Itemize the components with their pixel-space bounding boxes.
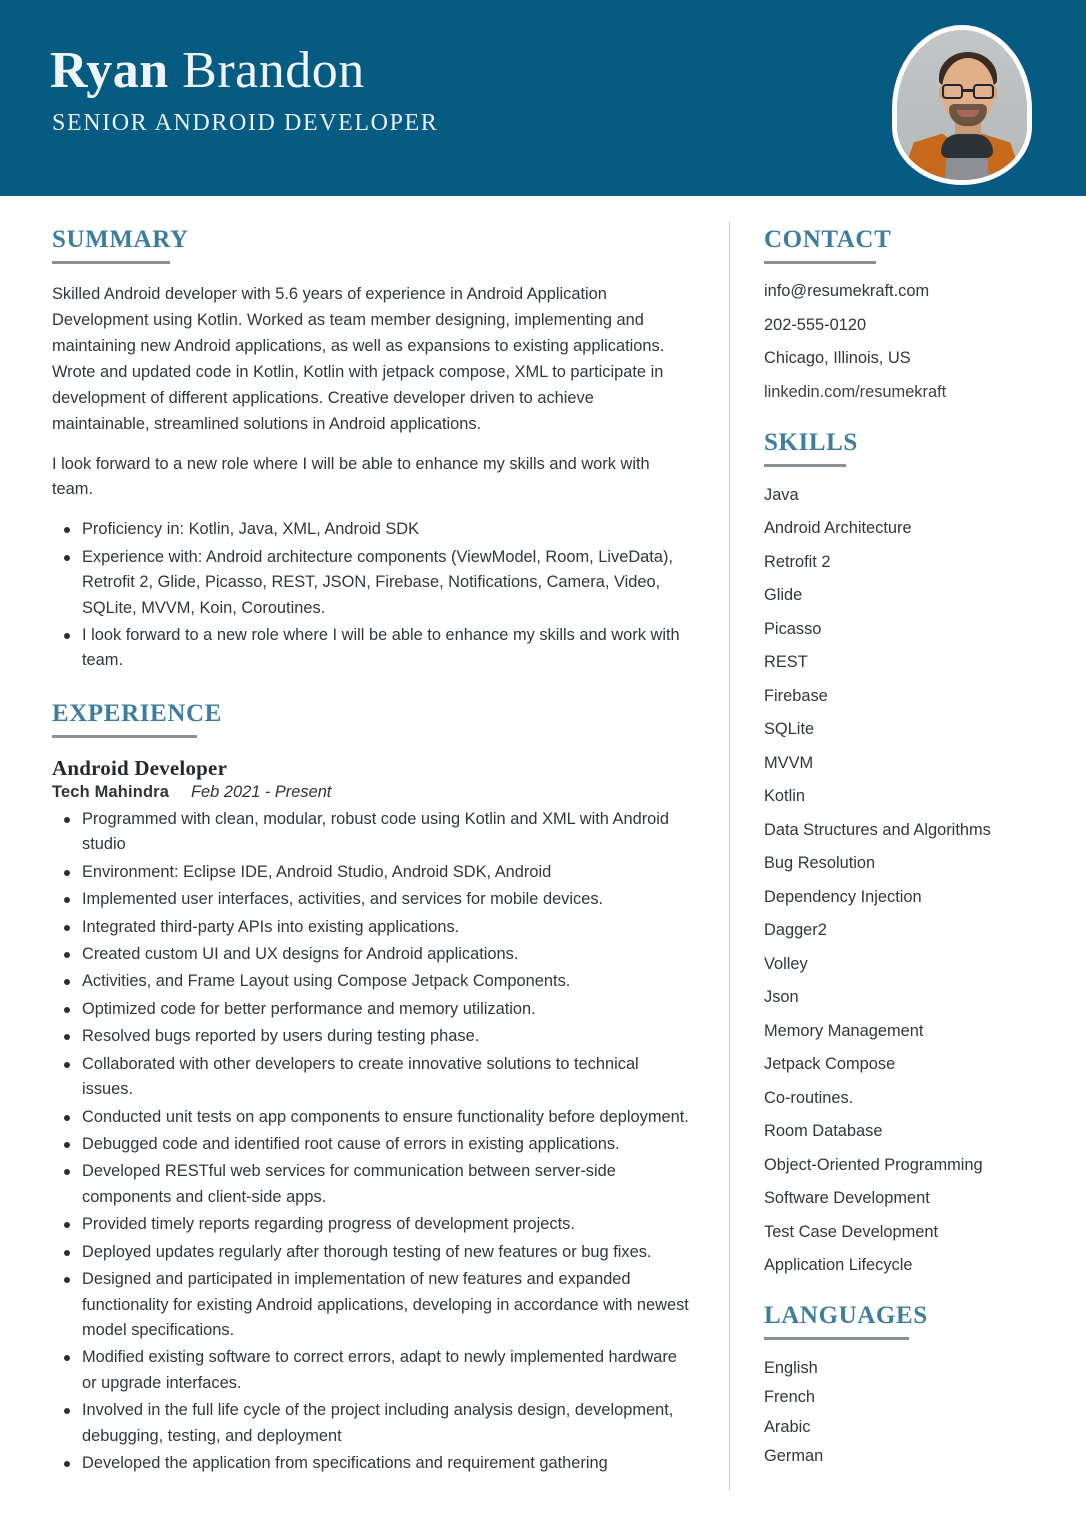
summary-heading: SUMMARY <box>52 226 189 253</box>
contact-phone[interactable]: 202-555-0120 <box>764 315 867 334</box>
list-item: Conducted unit tests on app components to ensure functionality before deployment. <box>52 1105 692 1130</box>
contact-location: Chicago, Illinois, US <box>764 349 911 368</box>
experience-bullet-list <box>52 807 692 1477</box>
contact-heading-rule <box>764 261 876 264</box>
list-item: Collaborated with other developers to create innovative solutions to technical issues. <box>52 1052 692 1103</box>
column-divider <box>729 222 730 1490</box>
profile-photo <box>892 25 1032 185</box>
candidate-name <box>50 44 365 98</box>
contact-linkedin-link[interactable]: linkedin.com/resumekraft <box>764 383 947 402</box>
languages-heading-rule <box>764 1337 909 1340</box>
section-summary <box>52 226 692 674</box>
first-name: Ryan <box>50 42 169 99</box>
list-item: Android Architecture <box>764 519 912 538</box>
list-item: Debugged code and identified root cause of errors in existing applications. <box>52 1132 692 1157</box>
photo-mouth-shape <box>957 110 979 117</box>
photo-lens-left-shape <box>942 84 963 99</box>
list-item: Data Structures and Algorithms <box>764 820 991 839</box>
summary-bullet-list <box>52 517 692 674</box>
list-item: Object-Oriented Programming <box>764 1155 983 1174</box>
skills-heading: SKILLS <box>764 428 858 456</box>
photo-collar-shape <box>941 134 993 158</box>
summary-heading-rule <box>52 261 170 264</box>
list-item: Activities, and Frame Layout using Compose Jetpack Components. <box>52 969 692 994</box>
profile-photo-image <box>897 30 1027 180</box>
list-item: French <box>764 1388 816 1407</box>
list-item: Kotlin <box>764 787 806 806</box>
list-item: Bug Resolution <box>764 854 876 873</box>
list-item: Resolved bugs reported by users during testing phase. <box>52 1024 692 1049</box>
list-item: Jetpack Compose <box>764 1055 896 1074</box>
list-item: English <box>764 1358 818 1377</box>
list-item: Modified existing software to correct errors, adapt to newly implemented hardware or upgrade interfaces. <box>52 1345 692 1396</box>
list-item: German <box>764 1447 824 1466</box>
contact-email[interactable]: info@resumekraft.com <box>764 282 930 300</box>
list-item: MVVM <box>764 753 814 772</box>
job-role-subtitle: SENIOR ANDROID DEVELOPER <box>52 110 439 136</box>
section-languages <box>764 1302 1044 1467</box>
list-item: Arabic <box>764 1417 811 1436</box>
list-item: Software Development <box>764 1189 930 1208</box>
job-dates: Feb 2021 - Present <box>191 782 332 801</box>
section-skills <box>764 429 1044 1276</box>
skills-heading-rule <box>764 464 846 467</box>
list-item: Designed and participated in implementation of new features and expanded functionality for existing Android applications, developing in accordance with newest model specifications. <box>52 1267 692 1343</box>
photo-bridge-shape <box>963 89 973 92</box>
list-item: Created custom UI and UX designs for Android applications. <box>52 942 692 967</box>
list-item: Java <box>764 485 799 504</box>
last-name: Brandon <box>182 42 365 99</box>
list-item: Proficiency in: Kotlin, Java, XML, Android SDK <box>52 517 692 542</box>
list-item: Dagger2 <box>764 921 827 940</box>
list-item: Experience with: Android architecture components (ViewModel, Room, LiveData), Retrofit 2, Glide, Picasso, REST, JSON, Firebase, Notifications, Camera, Video, SQLite, MVVM, Koin, Coroutines. <box>52 545 692 621</box>
list-item: Dependency Injection <box>764 887 922 906</box>
list-item: Memory Management <box>764 1021 924 1040</box>
job-title: Android Developer <box>52 755 228 780</box>
job-company: Tech Mahindra <box>52 782 170 801</box>
list-item: I look forward to a new role where I will be able to enhance my skills and work with team. <box>52 623 692 674</box>
photo-lens-right-shape <box>973 84 994 99</box>
languages-heading: LANGUAGES <box>764 1301 928 1329</box>
skills-list <box>764 485 1044 1276</box>
list-item: Provided timely reports regarding progress of development projects. <box>52 1212 692 1237</box>
job-meta <box>52 783 692 802</box>
list-item: REST <box>764 653 808 672</box>
experience-heading: EXPERIENCE <box>52 699 222 727</box>
resume-body <box>0 196 1086 1536</box>
list-item: Co-routines. <box>764 1088 854 1107</box>
list-item: SQLite <box>764 720 815 739</box>
summary-paragraph: I look forward to a new role where I will be able to enhance my skills and work with team. <box>52 454 650 499</box>
list-item: Firebase <box>764 686 828 705</box>
list-item: Picasso <box>764 619 822 638</box>
list-item: Json <box>764 988 799 1007</box>
list-item: Implemented user interfaces, activities, and services for mobile devices. <box>52 887 692 912</box>
section-experience <box>52 700 692 1477</box>
sidebar-column <box>764 226 1044 1493</box>
list-item: Deployed updates regularly after thorough testing of new features or bug fixes. <box>52 1240 692 1265</box>
main-column <box>52 226 692 1502</box>
list-item: Environment: Eclipse IDE, Android Studio, Android SDK, Android <box>52 860 692 885</box>
experience-heading-rule <box>52 735 197 738</box>
contact-heading: CONTACT <box>764 226 892 253</box>
list-item: Developed RESTful web services for communication between server-side components and client-side apps. <box>52 1159 692 1210</box>
list-item: Volley <box>764 954 808 973</box>
summary-paragraph: Skilled Android developer with 5.6 years of experience in Android Application Development using Kotlin. Worked as team member designing, implementing and maintaining new Android applications, as well as expansions to existing applications. Wrote and updated code in Kotlin, Kotlin with jetpack compose, XML to participate in development of different applications. Creative developer driven to achieve maintainable, streamlined solutions in Android applications. <box>52 285 665 433</box>
list-item: Integrated third-party APIs into existing applications. <box>52 915 692 940</box>
list-item: Room Database <box>764 1122 883 1141</box>
section-contact <box>764 226 1044 403</box>
list-item: Test Case Development <box>764 1222 939 1241</box>
experience-entry <box>52 756 692 1477</box>
list-item: Retrofit 2 <box>764 552 831 571</box>
list-item: Application Lifecycle <box>764 1256 913 1275</box>
list-item: Optimized code for better performance and memory utilization. <box>52 997 692 1022</box>
glasses-icon <box>941 84 995 100</box>
languages-list <box>764 1358 1044 1467</box>
list-item: Developed the application from specifications and requirement gathering <box>52 1451 692 1476</box>
list-item: Programmed with clean, modular, robust code using Kotlin and XML with Android studio <box>52 807 692 858</box>
list-item: Glide <box>764 586 803 605</box>
list-item: Involved in the full life cycle of the project including analysis design, development, debugging, testing, and deployment <box>52 1398 692 1449</box>
